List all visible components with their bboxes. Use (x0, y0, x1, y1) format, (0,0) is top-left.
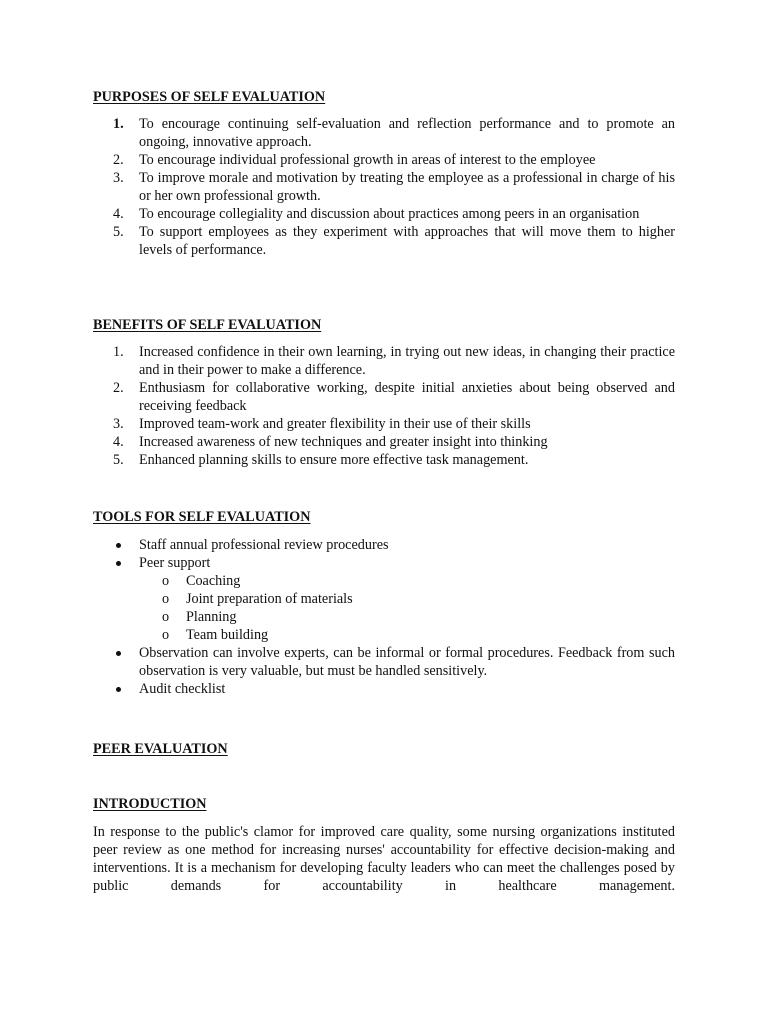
tools-item-3 (0, 644, 675, 680)
purposes-item-5 (0, 223, 675, 259)
list-item-text: Team building (186, 627, 269, 643)
list-item-text: Coaching (186, 573, 241, 589)
benefits-item-3 (0, 415, 675, 433)
tools-item-1 (0, 536, 675, 554)
heading-benefits: BENEFITS OF SELF EVALUATION (93, 317, 322, 333)
list-item-text: Audit checklist (139, 681, 226, 697)
tools-item-4 (0, 680, 675, 698)
list-marker: 4. (113, 206, 124, 222)
list-item-text: Increased awareness of new techniques and greater insight into thinking (139, 434, 548, 450)
purposes-item-1 (0, 115, 675, 151)
list-marker: 3. (113, 416, 124, 432)
heading-purposes: PURPOSES OF SELF EVALUATION (93, 89, 326, 105)
tools-item-2 (0, 554, 675, 572)
introduction-paragraph: In response to the public's clamor for improved care quality, some nursing organizations instituted peer review as one method for increasing nurses' accountability for effective decision-making and interventions. It is a mechanism for developing faculty leaders who can meet the challenges posed by public demands for accountability in healthcare management. (93, 824, 675, 894)
list-item-text: Observation can involve experts, can be informal or formal procedures. Feedback from such observation is very valuable, but must be handled sensitively. (139, 645, 675, 679)
benefits-list (0, 343, 768, 469)
list-marker: 2. (113, 152, 124, 168)
tools-subitem-1 (0, 572, 675, 590)
purposes-list (0, 115, 768, 259)
heading-peer-evaluation: PEER EVALUATION (93, 741, 228, 757)
benefits-item-5 (0, 451, 675, 469)
purposes-item-4 (0, 205, 675, 223)
bullet-icon (116, 543, 121, 548)
list-item-text: To encourage individual professional growth in areas of interest to the employee (139, 152, 596, 168)
list-item-text: Increased confidence in their own learning, in trying out new ideas, in changing their practice and in their power to make a difference. (139, 344, 675, 378)
tools-subitem-3 (0, 608, 675, 626)
heading-tools: TOOLS FOR SELF EVALUATION (93, 509, 311, 525)
list-item-text: Planning (186, 609, 237, 625)
list-marker: 2. (113, 380, 124, 396)
list-item-text: To encourage collegiality and discussion about practices among peers in an organisation (139, 206, 640, 222)
tools-subitem-4 (0, 626, 675, 644)
benefits-item-4 (0, 433, 675, 451)
list-marker: 5. (113, 452, 124, 468)
list-item-text: Joint preparation of materials (186, 591, 353, 607)
list-marker: 1. (113, 344, 124, 360)
list-marker: 5. (113, 224, 124, 240)
list-marker: 3. (113, 170, 124, 186)
tools-subitem-2 (0, 590, 675, 608)
list-item-text: Enthusiasm for collaborative working, despite initial anxieties about being observed and receiving feedback (139, 380, 675, 414)
sub-bullet-marker: o (162, 609, 170, 625)
purposes-item-3 (0, 169, 675, 205)
list-item-text: Peer support (139, 555, 211, 571)
list-item-text: Improved team-work and greater flexibility in their use of their skills (139, 416, 531, 432)
list-marker: 1. (113, 116, 124, 132)
purposes-item-2 (0, 151, 675, 169)
bullet-icon (116, 687, 121, 692)
list-item-text: To support employees as they experiment with approaches that will move them to higher levels of performance. (139, 224, 675, 258)
benefits-item-1 (0, 343, 675, 379)
bullet-icon (116, 561, 121, 566)
list-item-text: Staff annual professional review procedures (139, 537, 389, 553)
heading-introduction: INTRODUCTION (93, 796, 207, 812)
sub-bullet-marker: o (162, 573, 170, 589)
sub-bullet-marker: o (162, 591, 170, 607)
bullet-icon (116, 651, 121, 656)
list-item-text: To improve morale and motivation by treating the employee as a professional in charge of his or her own professional growth. (139, 170, 675, 204)
list-marker: 4. (113, 434, 124, 450)
list-item-text: To encourage continuing self-evaluation and reflection performance and to promote an ongoing, innovative approach. (139, 116, 675, 150)
benefits-item-2 (0, 379, 675, 415)
list-item-text: Enhanced planning skills to ensure more effective task management. (139, 452, 529, 468)
sub-bullet-marker: o (162, 627, 170, 643)
tools-list (0, 536, 768, 698)
